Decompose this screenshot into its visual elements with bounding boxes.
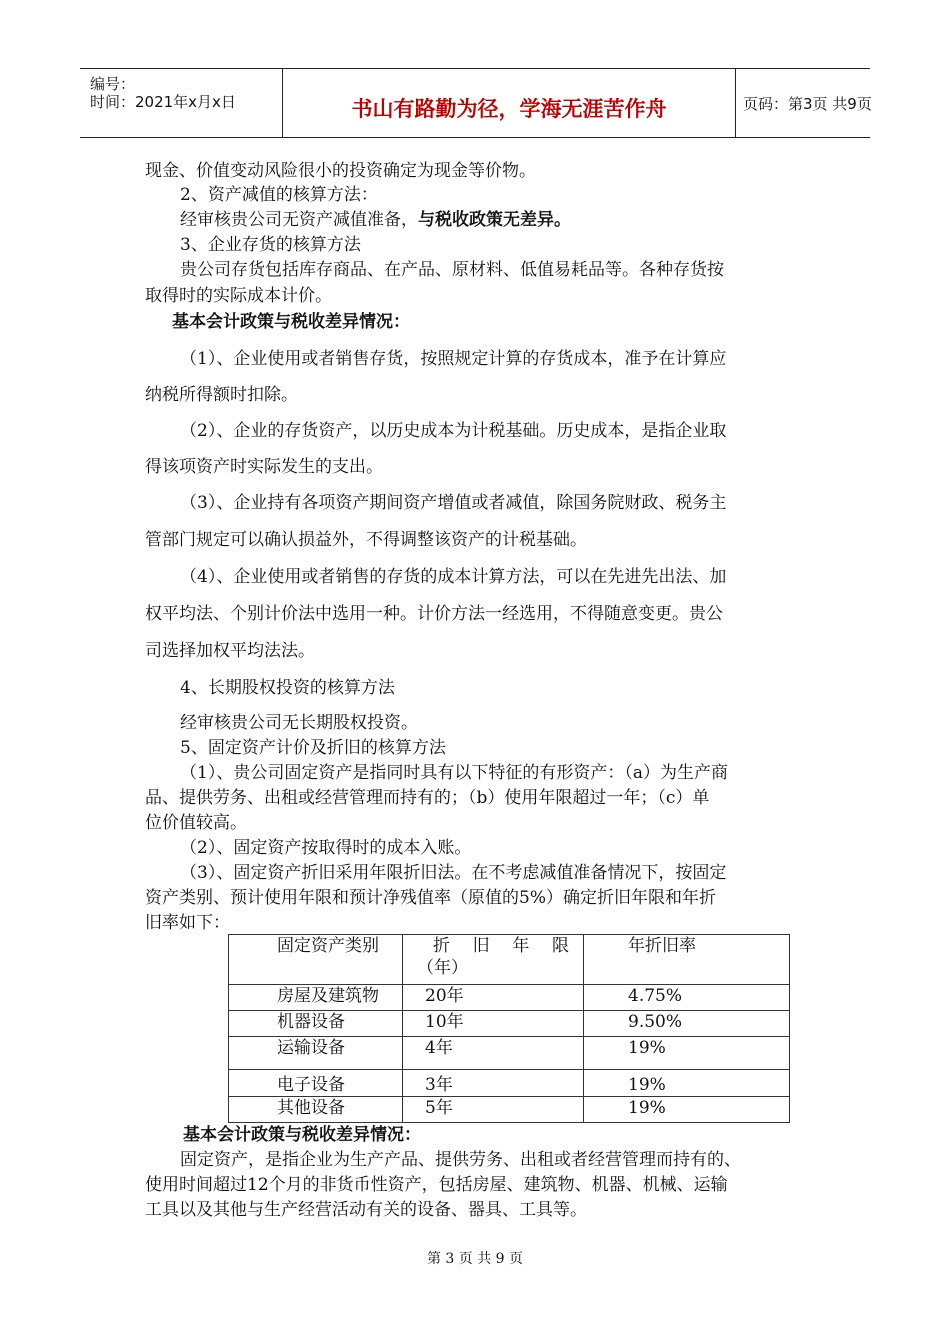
cell-category: 房屋及建筑物 <box>229 985 403 1011</box>
body-line: （2）、固定资产按取得时的成本入账。 <box>180 838 472 858</box>
body-line: 贵公司存货包括库存商品、在产品、原材料、低值易耗品等。各种存货按 <box>180 260 724 280</box>
body-line: 旧率如下： <box>145 913 230 933</box>
body-line: 现金、价值变动风险很小的投资确定为现金等价物。 <box>145 161 536 181</box>
cell-category: 电子设备 <box>229 1070 403 1097</box>
cell-rate: 9.50% <box>584 1011 790 1037</box>
cell-years: 20年 <box>403 985 584 1011</box>
body-line: （1）、企业使用或者销售存货，按照规定计算的存货成本，准予在计算应 <box>180 349 727 369</box>
table-row <box>229 985 790 1011</box>
header-rate: 年折旧率 <box>584 935 790 985</box>
bold-conclusion: 与税收政策无差异。 <box>418 210 571 230</box>
body-line: 取得时的实际成本计价。 <box>145 286 332 306</box>
header-years-char: 限 <box>551 936 569 956</box>
body-line: 品、提供劳务、出租或经营管理而持有的；（b）使用年限超过一年；（c）单 <box>145 788 710 808</box>
header-motto-cell <box>282 69 736 137</box>
header-years-unit: （年） <box>417 958 468 978</box>
bold-subheading: 基本会计政策与税收差异情况： <box>172 312 410 332</box>
header-years-char: 折 <box>433 936 450 956</box>
body-line: （4）、企业使用或者销售的存货的成本计算方法，可以在先进先出法、加 <box>180 567 727 587</box>
cell-rate: 19% <box>584 1037 790 1070</box>
cell-years: 4年 <box>403 1037 584 1070</box>
header-meta-cell <box>80 69 282 137</box>
body-line: 经审核贵公司无长期股权投资。 <box>180 713 418 733</box>
table-row <box>229 1037 790 1070</box>
body-line: 得该项资产时实际发生的支出。 <box>145 457 383 477</box>
cell-rate: 19% <box>584 1070 790 1097</box>
body-line: 使用时间超过12个月的非货币性资产，包括房屋、建筑物、机器、机械、运输 <box>145 1175 728 1195</box>
header-years-char: 旧 <box>472 936 490 956</box>
body-line: 固定资产，是指企业为生产产品、提供劳务、出租或者经营管理而持有的、 <box>180 1150 741 1170</box>
header-years-char: 年 <box>512 936 530 956</box>
body-text: 经审核贵公司无资产减值准备， <box>180 210 418 230</box>
body-line: 位价值较高。 <box>145 813 247 833</box>
bold-subheading: 基本会计政策与税收差异情况： <box>183 1125 421 1145</box>
body-line: 资产类别、预计使用年限和预计净残值率（原值的5%）确定折旧年限和年折 <box>145 888 716 908</box>
section-heading: 5、固定资产计价及折旧的核算方法 <box>180 738 446 758</box>
body-line: 纳税所得额时扣除。 <box>145 385 298 405</box>
body-line: （3）、企业持有各项资产期间资产增值或者减值，除国务院财政、税务主 <box>180 493 727 513</box>
body-line <box>180 209 860 231</box>
section-heading: 2、资产减值的核算方法： <box>180 185 378 205</box>
cell-years: 3年 <box>403 1070 584 1097</box>
body-line: 工具以及其他与生产经营活动有关的设备、器具、工具等。 <box>145 1200 587 1220</box>
section-heading: 4、长期股权投资的核算方法 <box>180 678 395 698</box>
body-line: （3）、固定资产折旧采用年限折旧法。在不考虑减值准备情况下，按固定 <box>180 863 727 883</box>
section-heading: 3、企业存货的核算方法 <box>180 235 361 255</box>
cell-rate: 4.75% <box>584 985 790 1011</box>
header-category: 固定资产类别 <box>229 935 403 985</box>
header-page-number: 页码：第3页 共9页 <box>743 95 872 113</box>
body-line: 管部门规定可以确认损益外，不得调整该资产的计税基础。 <box>145 530 587 550</box>
body-line: （1）、贵公司固定资产是指同时具有以下特征的有形资产：（a）为生产商 <box>180 763 728 783</box>
page-header <box>80 68 870 138</box>
depreciation-table <box>228 934 790 1123</box>
header-years <box>403 935 584 985</box>
cell-category: 机器设备 <box>229 1011 403 1037</box>
table-row <box>229 1011 790 1037</box>
header-page-cell <box>735 69 870 137</box>
header-motto: 书山有路勤为径，学海无涯苦作舟 <box>351 97 667 121</box>
body-line: （2）、企业的存货资产，以历史成本为计税基础。历史成本，是指企业取 <box>180 421 727 441</box>
document-date-label: 时间：2021年x月x日 <box>90 93 236 111</box>
cell-rate: 19% <box>584 1097 790 1123</box>
cell-years: 10年 <box>403 1011 584 1037</box>
table-header-row <box>229 935 790 985</box>
document-number-label: 编号： <box>90 75 136 93</box>
page-footer: 第 3 页 共 9 页 <box>426 1251 524 1267</box>
table-row <box>229 1097 790 1123</box>
body-line: 权平均法、个别计价法中选用一种。计价方法一经选用，不得随意变更。贵公 <box>145 604 723 624</box>
body-line: 司选择加权平均法法。 <box>145 641 315 661</box>
cell-years: 5年 <box>403 1097 584 1123</box>
cell-category: 其他设备 <box>229 1097 403 1123</box>
cell-category: 运输设备 <box>229 1037 403 1070</box>
table-row <box>229 1070 790 1097</box>
